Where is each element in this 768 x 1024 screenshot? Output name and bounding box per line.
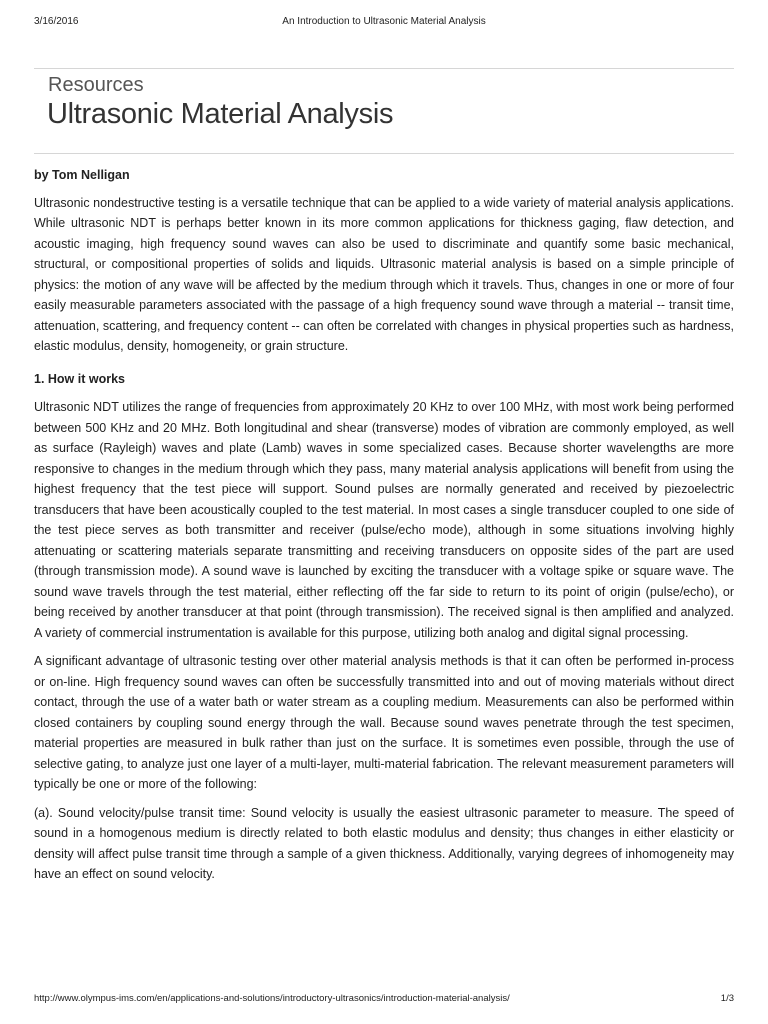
- top-divider: [34, 68, 734, 69]
- title-divider: [34, 153, 734, 154]
- print-date: 3/16/2016: [34, 16, 79, 27]
- intro-paragraph: Ultrasonic nondestructive testing is a versatile technique that can be applied to a wide variety of material analysis applications. While ultrasonic NDT is perhaps better known in its more common applications for thickness gaging, flaw detection, and acoustic imaging, high frequency sound waves can also be used to discriminate and quantify some basic mechanical, structural, or compositional properties of solids and liquids. Ultrasonic material analysis is based on a simple principle of physics: the motion of any wave will be affected by the medium through which it travels. Thus, changes in one or more of four easily measurable parameters associated with the passage of a high frequency sound wave through a material -- transit time, attenuation, scattering, and frequency content -- can often be correlated with changes in physical properties such as hardness, elastic modulus, density, homogeneity, or grain structure.: [34, 195, 734, 353]
- author-byline: by Tom Nelligan: [34, 168, 130, 182]
- print-header: [34, 16, 734, 30]
- section-label: Resources: [48, 74, 144, 96]
- paragraph-advantages: A significant advantage of ultrasonic testing over other material analysis methods is that it can often be performed in-process or on-line. High frequency sound waves can often be successfully transmitted into and out of moving materials without direct contact, through the use of a water bath or water stream as a coupling medium. Measurements can also be performed within closed containers by coupling sound energy through the wall. Because sound waves penetrate through the test specimen, material properties are measured in bulk rather than just on the surface. It is sometimes even possible, through the use of selective gating, to analyze just one layer of a multi-layer, multi-material fabrication. The relevant measurement parameters will typically be one or more of the following:: [34, 654, 734, 791]
- print-footer: [34, 993, 734, 1007]
- section-heading-how-it-works: 1. How it works: [34, 371, 125, 386]
- article-content: [34, 165, 734, 893]
- page-number: 1/3: [720, 993, 734, 1004]
- footer-url[interactable]: http://www.olympus-ims.com/en/applications-and-solutions/introductory-ultrasonics/introduction-material-analysis/: [34, 993, 510, 1004]
- paragraph-frequencies: Ultrasonic NDT utilizes the range of frequencies from approximately 20 KHz to over 100 MHz, with most work being performed between 500 KHz and 20 MHz. Both longitudinal and shear (transverse) modes of vibration are commonly employed, as well as surface (Rayleigh) waves and plate (Lamb) waves in some specialized cases. Because shorter wavelengths are more responsive to changes in the medium through which they pass, many material analysis applications will benefit from using the highest frequency that the test piece will support. Sound pulses are normally generated and received by piezoelectric transducers that have been acoustically coupled to the test material. In most cases a single transducer coupled to one side of the test piece serves as both transmitter and receiver (pulse/echo mode), although in some situations involving highly attenuating or scattering materials separate transmitting and receiving transducers on opposite sides of the part are used (through transmission mode). A sound wave is launched by exciting the transducer with a voltage spike or square wave. The sound wave travels through the test material, either reflecting off the far side to return to its point of origin (pulse/echo), or being received by another transducer at that point (through transmission). The received signal is then amplified and analyzed. A variety of commercial instrumentation is available for this purpose, utilizing both analog and digital signal processing.: [34, 400, 734, 640]
- page-title: Ultrasonic Material Analysis: [47, 98, 394, 130]
- paragraph-sound-velocity: (a). Sound velocity/pulse transit time: Sound velocity is usually the easiest ultrasonic parameter to measure. The speed of sound in a homogenous medium is directly related to both elastic modulus and density; thus changes in either elasticity or density will affect pulse transit time through a sample of a given thickness. Additionally, varying degrees of inhomogeneity may have an effect on sound velocity.: [34, 805, 734, 881]
- print-document-title: An Introduction to Ultrasonic Material Analysis: [282, 16, 486, 27]
